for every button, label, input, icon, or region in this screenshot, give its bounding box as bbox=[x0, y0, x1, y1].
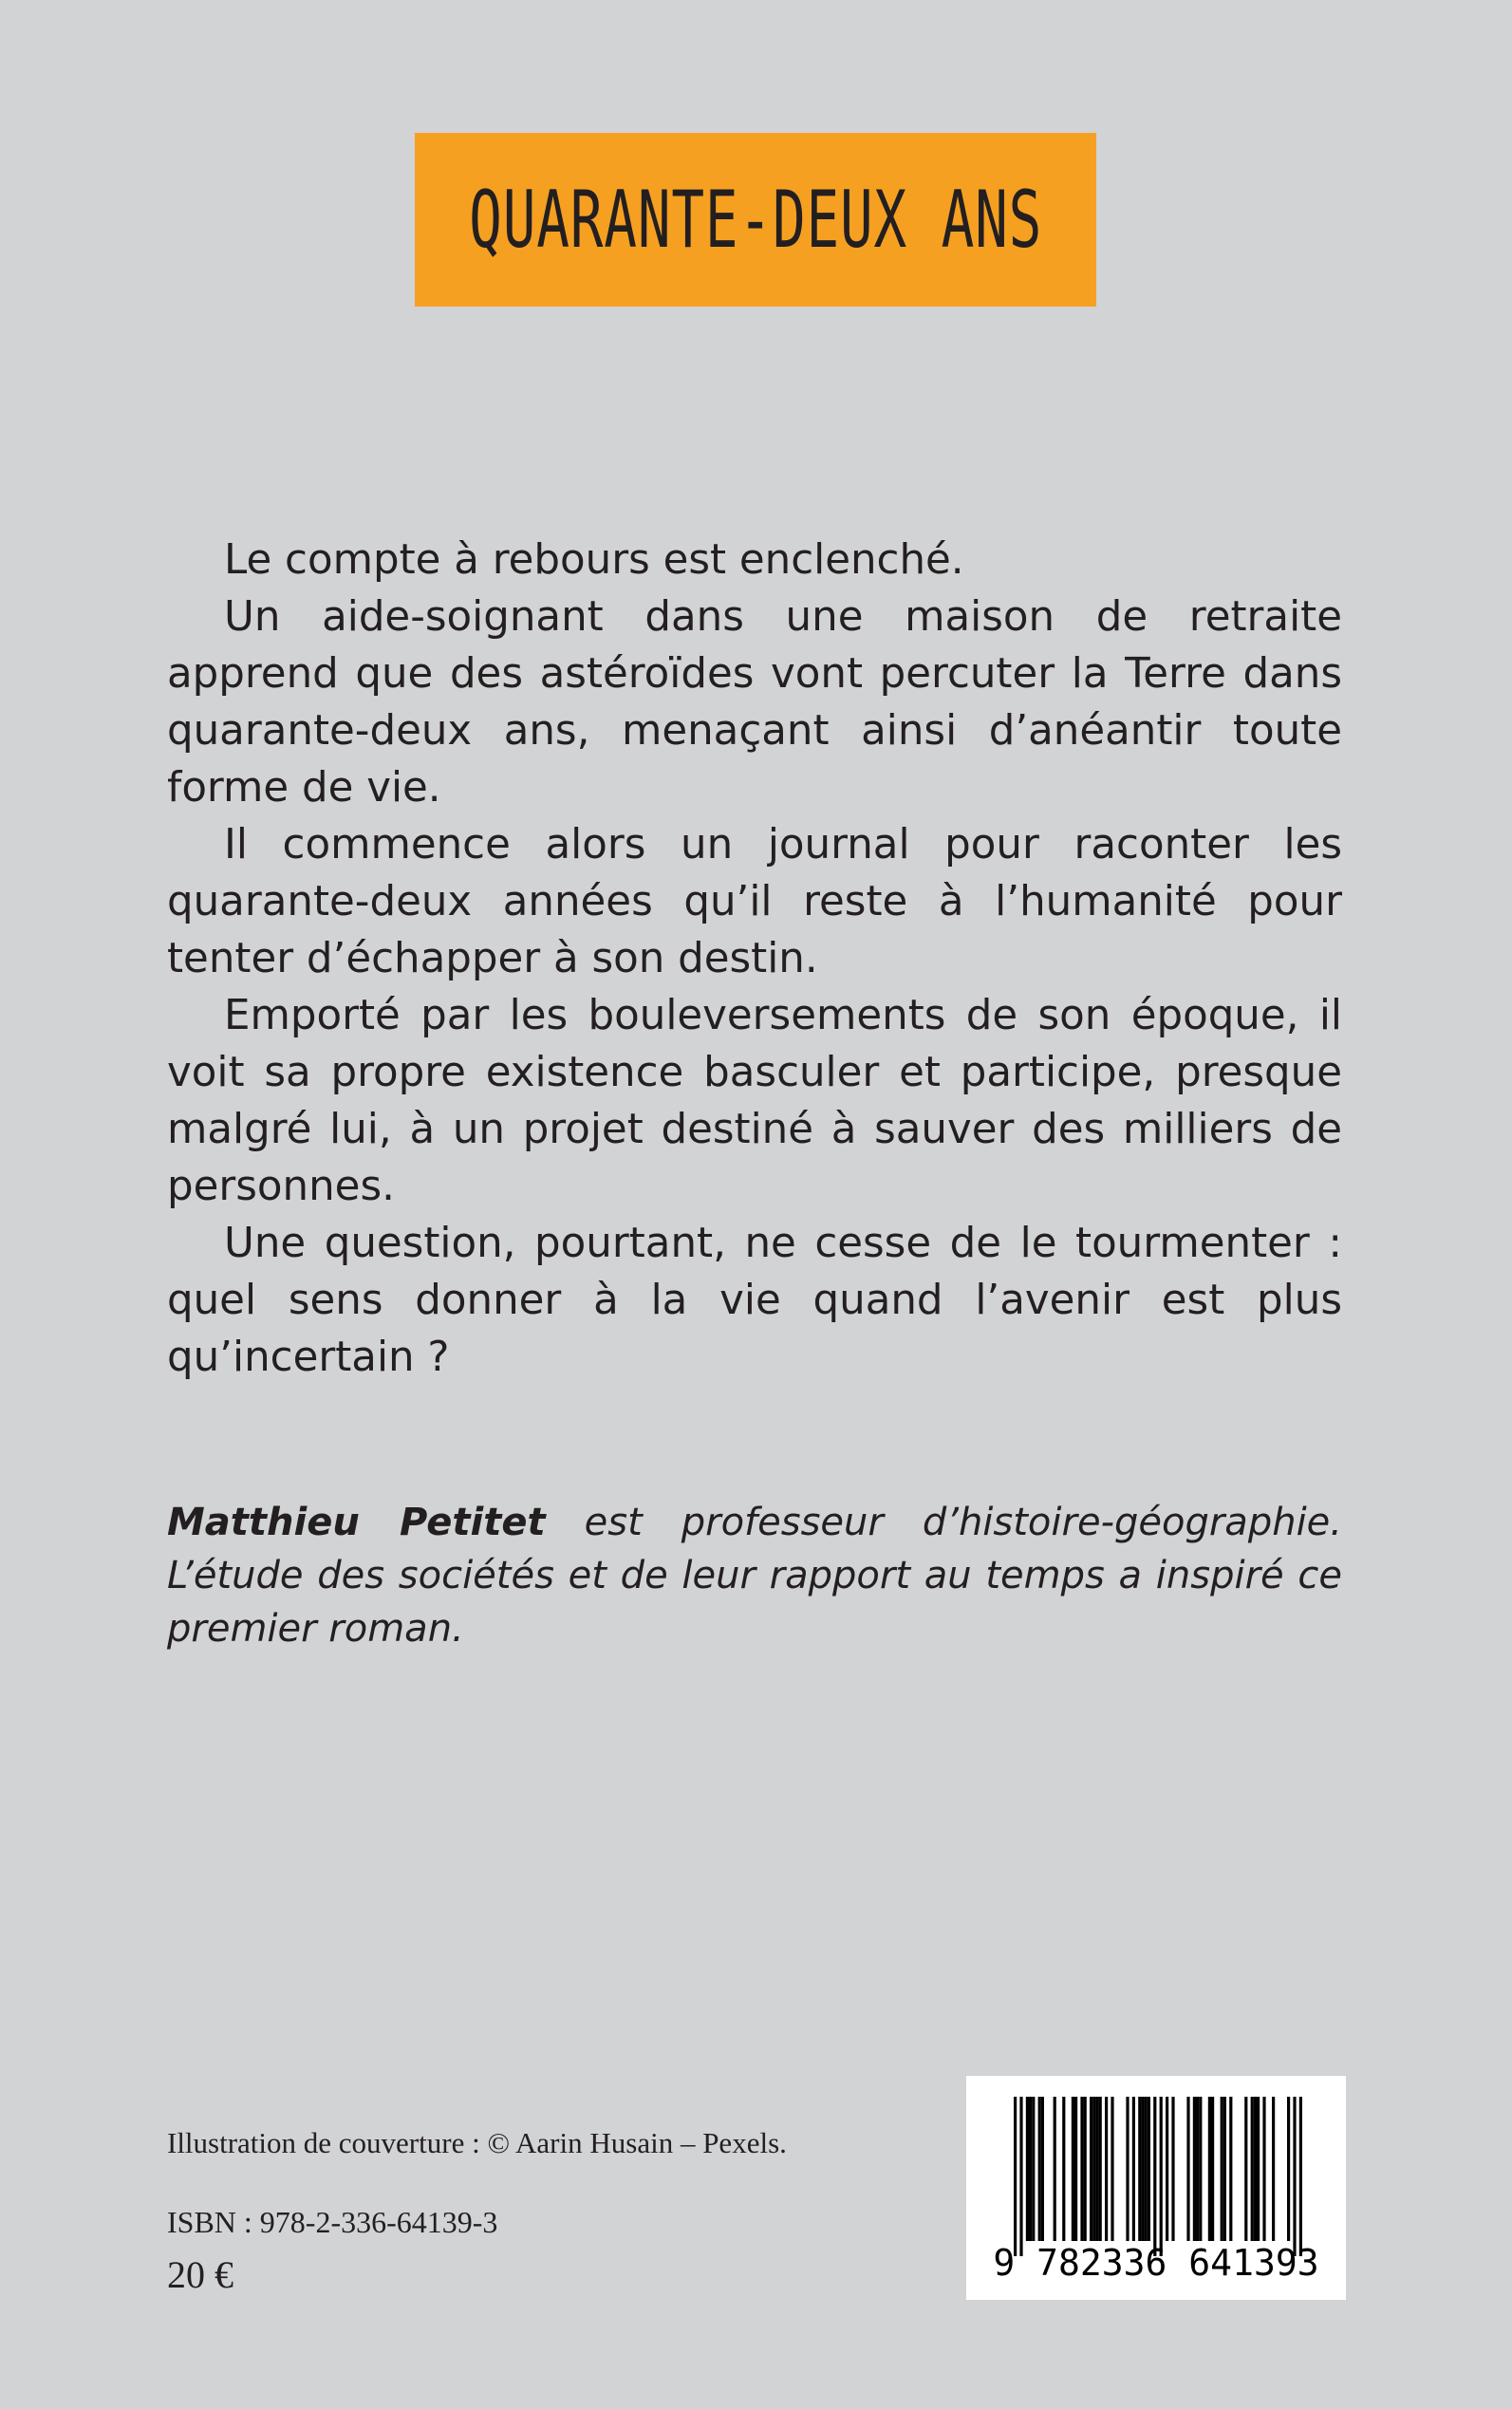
blurb-paragraph: Il commence alors un journal pour raconter les quarante-deux années qu’il reste à l’humanité pour tenter d’échapper à son destin. bbox=[167, 821, 1342, 982]
barcode-bar bbox=[1254, 2097, 1257, 2241]
illustration-credit: Illustration de couverture : © Aarin Husain – Pexels. bbox=[167, 2126, 787, 2159]
barcode-bar bbox=[1257, 2097, 1260, 2241]
title-banner bbox=[415, 133, 1096, 307]
barcode-bar bbox=[1293, 2097, 1296, 2256]
barcode-bar bbox=[1229, 2097, 1232, 2241]
price-label: 20 € bbox=[167, 2253, 233, 2296]
barcode-bar bbox=[1092, 2097, 1095, 2241]
barcode-digits: 9 782336 641393 bbox=[993, 2242, 1319, 2284]
barcode-bar bbox=[1196, 2097, 1199, 2241]
barcode-bar bbox=[1153, 2097, 1156, 2256]
barcode-bar bbox=[1141, 2097, 1144, 2241]
barcode-bar bbox=[1244, 2097, 1247, 2241]
barcode-bar bbox=[1090, 2097, 1092, 2241]
barcode-bar bbox=[1166, 2097, 1168, 2241]
barcode-bar bbox=[1074, 2097, 1077, 2241]
back-cover-blurb bbox=[167, 532, 1342, 1386]
barcode-bar bbox=[1299, 2097, 1302, 2256]
blurb-paragraph: Le compte à rebours est enclenché. bbox=[224, 536, 964, 584]
barcode-bar bbox=[1186, 2097, 1189, 2241]
author-bio-text: est professeur d’histoire-géographie. L’étude des sociétés et de leur rapport au temps a inspiré ce premier roman. bbox=[167, 1501, 1342, 1651]
barcode-bar bbox=[1014, 2097, 1017, 2256]
author-name: Matthieu Petitet bbox=[167, 1501, 546, 1544]
barcode-bar bbox=[1080, 2097, 1083, 2241]
barcode-bar bbox=[1095, 2097, 1098, 2241]
barcode-bar bbox=[1138, 2097, 1141, 2241]
isbn-number: ISBN : 978-2-336-64139-3 bbox=[167, 2205, 498, 2239]
barcode-bar bbox=[1099, 2097, 1102, 2241]
barcode-bar bbox=[1029, 2097, 1032, 2241]
barcode-bar bbox=[1171, 2097, 1174, 2241]
barcode-bar bbox=[1199, 2097, 1202, 2241]
barcode-bar bbox=[1084, 2097, 1087, 2241]
barcode-bar bbox=[1145, 2097, 1148, 2241]
barcode-bar bbox=[1072, 2097, 1074, 2241]
barcode-bar bbox=[1221, 2097, 1223, 2241]
barcode-bar bbox=[1272, 2097, 1275, 2241]
barcode-bar bbox=[1251, 2097, 1254, 2241]
barcode-bar bbox=[1148, 2097, 1150, 2241]
book-title: QUARANTE-DEUX ANS bbox=[468, 174, 1043, 266]
barcode-bar bbox=[1019, 2097, 1022, 2256]
barcode-bar bbox=[1126, 2097, 1129, 2241]
barcode-bar bbox=[1032, 2097, 1035, 2241]
barcode-bar bbox=[1041, 2097, 1044, 2241]
barcode-bar bbox=[1054, 2097, 1056, 2241]
blurb-paragraph: Emporté par les bouleversements de son époque, il voit sa propre existence basculer et participe, presque malgré lui, à un projet destiné à sauver des milliers de personnes. bbox=[167, 992, 1342, 1210]
barcode-bar bbox=[1287, 2097, 1290, 2241]
barcode-bar bbox=[1062, 2097, 1065, 2241]
barcode-bar bbox=[1262, 2097, 1265, 2241]
blurb-paragraph: Un aide-soignant dans une maison de retraite apprend que des astéroïdes vont percuter la Terre dans quarante-deux ans, menaçant ainsi d’anéantir toute forme de vie. bbox=[167, 593, 1342, 812]
barcode-bar bbox=[1105, 2097, 1108, 2241]
barcode-bar bbox=[1193, 2097, 1196, 2241]
barcode-bar bbox=[1111, 2097, 1113, 2241]
barcode-bar bbox=[1026, 2097, 1029, 2241]
barcode-bar bbox=[1132, 2097, 1135, 2241]
blurb-paragraph: Une question, pourtant, ne cesse de le tourmenter : quel sens donner à la vie quand l’avenir est plus qu’incertain ? bbox=[167, 1220, 1342, 1381]
barcode bbox=[966, 2076, 1346, 2300]
author-bio bbox=[167, 1496, 1342, 1655]
barcode-bar bbox=[1208, 2097, 1211, 2241]
barcode-bar bbox=[1211, 2097, 1214, 2241]
barcode-bar bbox=[1160, 2097, 1163, 2256]
barcode-bar bbox=[1038, 2097, 1041, 2241]
barcode-bar bbox=[1223, 2097, 1226, 2241]
